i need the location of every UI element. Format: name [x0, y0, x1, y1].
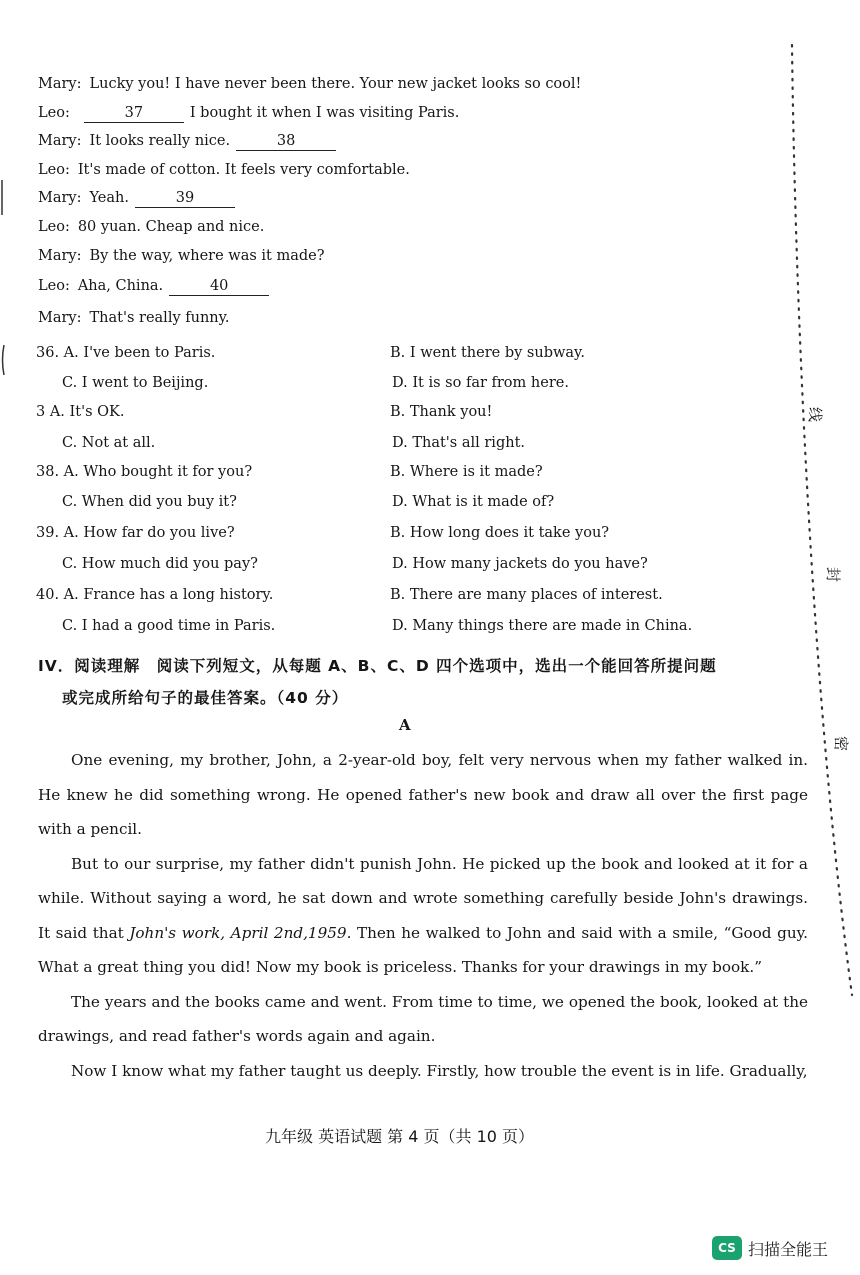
option-b: B. Where is it made?	[390, 464, 543, 480]
option-d: D. It is so far from here.	[392, 375, 569, 391]
margin-mark-line: 线	[806, 406, 825, 423]
option-a: 38. A. Who bought it for you?	[36, 464, 253, 480]
speaker: Leo:	[38, 162, 70, 178]
option-c: C. I had a good time in Paris.	[62, 618, 276, 634]
dialogue-text: It's made of cotton. It feels very comfortable.	[77, 162, 410, 178]
dialogue-line	[38, 76, 581, 92]
dialogue-line	[38, 278, 275, 296]
dialogue-line	[38, 162, 410, 178]
paragraph-2: But to our surprise, my father didn't punish John. He picked up the book and looked at it for a while. Without saying a word, he sat down and wrote something carefully beside John's drawings. It said that John's work, April 2nd,1959. Then he walked to John and said with a smile, “Good guy. What a great thing you did! Now my book is priceless. Thanks for your drawings in my book.”	[38, 854, 808, 976]
option-a: 40. A. France has a long history.	[36, 587, 274, 603]
dialogue-line	[38, 310, 230, 326]
dialogue-line	[38, 105, 459, 123]
paragraph-4: Now I know what my father taught us deeply. Firstly, how trouble the event is in life. Gradually,	[71, 1061, 808, 1080]
option-c: C. When did you buy it?	[62, 494, 237, 510]
section-heading-line2: 或完成所给句子的最佳答案。（40 分）	[62, 689, 349, 707]
speaker: Mary:	[38, 76, 82, 92]
option-a: 3 A. It's OK.	[36, 404, 125, 420]
margin-mark-secret: 密	[832, 735, 851, 752]
section-heading-line1: IV．阅读理解 阅读下列短文，从每题 A、B、C、D 四个选项中，选出一个能回答所提问题	[38, 657, 717, 675]
dialogue-line	[38, 133, 342, 151]
dialogue-text: By the way, where was it made?	[89, 248, 325, 264]
option-b: B. I went there by subway.	[390, 345, 585, 361]
dialogue-text: It looks really nice.	[89, 133, 231, 149]
answer-blank: 37	[84, 106, 184, 123]
dialogue-text: Yeah.	[89, 190, 129, 206]
scanner-watermark	[712, 1236, 828, 1260]
answer-blank: 38	[236, 134, 336, 151]
camscanner-logo-icon: CS	[712, 1236, 742, 1260]
speaker: Mary:	[38, 133, 82, 149]
paragraph-1: One evening, my brother, John, a 2-year-old boy, felt very nervous when my father walked in. He knew he did something wrong. He opened father's new book and draw all over the first page with a pencil.	[38, 751, 808, 838]
speaker: Mary:	[38, 248, 82, 264]
option-c: C. Not at all.	[62, 435, 156, 451]
passage-body	[38, 743, 808, 1088]
margin-mark-seal: 封	[824, 566, 843, 583]
answer-blank: 39	[135, 191, 235, 208]
speaker: Leo:	[38, 105, 70, 121]
option-a: 36. A. I've been to Paris.	[36, 345, 216, 361]
page-footer: 九年级 英语试题 第 4 页（共 10 页）	[265, 1127, 535, 1146]
option-d: D. What is it made of?	[392, 494, 555, 510]
dialogue-line	[38, 219, 264, 235]
speaker: Mary:	[38, 310, 82, 326]
option-a: 39. A. How far do you live?	[36, 525, 235, 541]
option-b: B. There are many places of interest.	[390, 587, 663, 603]
dialogue-line	[38, 248, 325, 264]
speaker: Mary:	[38, 190, 82, 206]
dialogue-text: That's really funny.	[89, 310, 230, 326]
option-b: B. Thank you!	[390, 404, 493, 420]
dialogue-text: Lucky you! I have never been there. Your new jacket looks so cool!	[89, 76, 582, 92]
option-d: D. How many jackets do you have?	[392, 556, 648, 572]
option-b: B. How long does it take you?	[390, 525, 610, 541]
speaker: Leo:	[38, 278, 70, 294]
dialogue-text: I bought it when I was visiting Paris.	[189, 105, 460, 121]
dialogue-text: Aha, China.	[77, 278, 164, 294]
paragraph-3: The years and the books came and went. From time to time, we opened the book, looked at the drawings, and read father's words again and again.	[38, 992, 808, 1045]
speaker: Leo:	[38, 219, 70, 235]
watermark-text: 扫描全能王	[748, 1239, 829, 1259]
answer-blank: 40	[169, 279, 269, 296]
passage-title: A	[399, 716, 411, 734]
option-c: C. How much did you pay?	[62, 556, 258, 572]
option-d: D. Many things there are made in China.	[392, 618, 693, 634]
dialogue-text: 80 yuan. Cheap and nice.	[77, 219, 265, 235]
dialogue-line	[38, 190, 241, 208]
option-d: D. That's all right.	[392, 435, 525, 451]
italic-quote: John's work, April 2nd,1959.	[129, 923, 352, 942]
option-c: C. I went to Beijing.	[62, 375, 209, 391]
